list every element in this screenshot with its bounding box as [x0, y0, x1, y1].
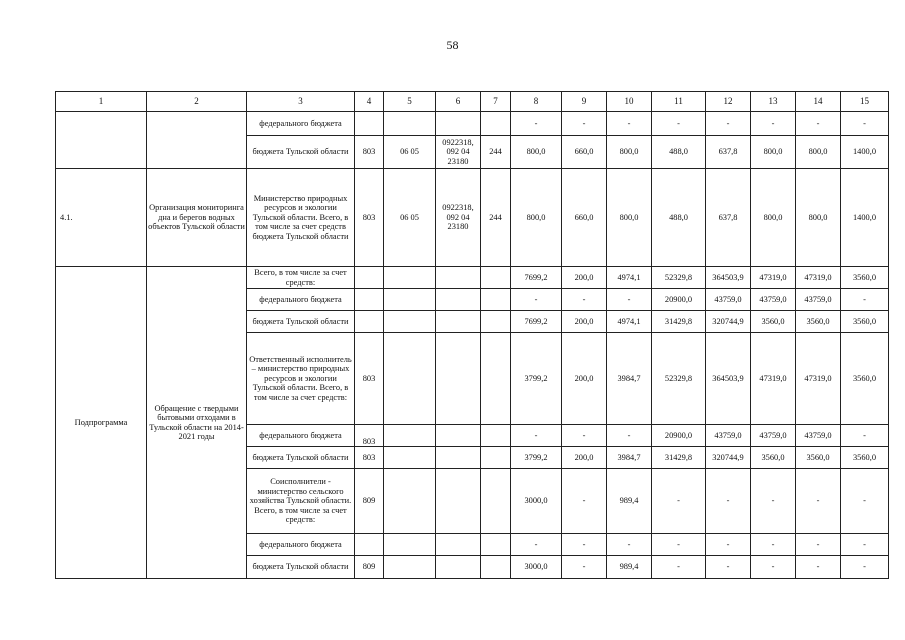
cell-rz [384, 469, 436, 534]
value-cell: 3560,0 [841, 311, 889, 333]
value-cell: - [652, 534, 706, 556]
value-cell: - [562, 425, 607, 447]
cell-source: Всего, в том числе за счет средств: [247, 267, 355, 289]
value-cell: 3799,2 [511, 333, 562, 425]
value-cell: 200,0 [562, 267, 607, 289]
value-cell: 20900,0 [652, 289, 706, 311]
value-cell: 43759,0 [706, 289, 751, 311]
value-cell: - [511, 534, 562, 556]
cell-rz [384, 534, 436, 556]
value-cell: - [607, 289, 652, 311]
value-cell: - [841, 425, 889, 447]
cell-gr: 803 [355, 169, 384, 267]
value-cell: 800,0 [607, 136, 652, 169]
value-cell: - [511, 425, 562, 447]
value-cell: 47319,0 [796, 267, 841, 289]
cell-csr [436, 447, 481, 469]
cell-source: бюджета Тульской области [247, 311, 355, 333]
table-row [56, 169, 889, 267]
header-cell: 14 [796, 92, 841, 112]
value-cell: 3560,0 [841, 447, 889, 469]
value-cell: 320744,9 [706, 447, 751, 469]
cell-csr [436, 289, 481, 311]
cell-gr: 803 [355, 136, 384, 169]
value-cell: - [751, 534, 796, 556]
header-row [56, 92, 889, 112]
value-cell: 43759,0 [751, 289, 796, 311]
value-cell: 364503,9 [706, 333, 751, 425]
value-cell: 800,0 [511, 169, 562, 267]
value-cell: 7699,2 [511, 267, 562, 289]
cell-gr: 803 [355, 425, 384, 447]
value-cell: 320744,9 [706, 311, 751, 333]
cell-col2 [147, 112, 247, 169]
value-cell: 200,0 [562, 311, 607, 333]
cell-vr [481, 311, 511, 333]
value-cell: - [562, 534, 607, 556]
cell-source: федерального бюджета [247, 425, 355, 447]
value-cell: - [652, 556, 706, 579]
value-cell: 43759,0 [796, 425, 841, 447]
value-cell: 800,0 [751, 136, 796, 169]
cell-gr [355, 289, 384, 311]
cell-csr [436, 556, 481, 579]
value-cell: 3560,0 [841, 333, 889, 425]
cell-subprogram: Подпрограмма [56, 267, 147, 579]
cell-vr [481, 333, 511, 425]
cell-gr: 803 [355, 447, 384, 469]
value-cell: 200,0 [562, 333, 607, 425]
cell-source: бюджета Тульской области [247, 447, 355, 469]
cell-vr: 244 [481, 136, 511, 169]
value-cell: 7699,2 [511, 311, 562, 333]
value-cell: 3560,0 [751, 311, 796, 333]
cell-source: бюджета Тульской области [247, 136, 355, 169]
header-cell: 11 [652, 92, 706, 112]
value-cell: - [706, 112, 751, 136]
cell-source: федерального бюджета [247, 289, 355, 311]
value-cell: - [562, 289, 607, 311]
header-cell: 12 [706, 92, 751, 112]
value-cell: 660,0 [562, 136, 607, 169]
value-cell: - [706, 534, 751, 556]
value-cell: 43759,0 [706, 425, 751, 447]
header-cell: 6 [436, 92, 481, 112]
cell-vr [481, 289, 511, 311]
cell-vr [481, 469, 511, 534]
cell-gr: 803 [355, 333, 384, 425]
header-cell: 7 [481, 92, 511, 112]
header-cell: 8 [511, 92, 562, 112]
cell-csr: 0922318, 092 04 23180 [436, 136, 481, 169]
cell-rz [384, 112, 436, 136]
value-cell: 1400,0 [841, 136, 889, 169]
value-cell: - [841, 289, 889, 311]
value-cell: 3560,0 [751, 447, 796, 469]
value-cell: 488,0 [652, 136, 706, 169]
cell-source: федерального бюджета [247, 534, 355, 556]
value-cell: 3560,0 [796, 447, 841, 469]
cell-csr [436, 311, 481, 333]
value-cell: 43759,0 [751, 425, 796, 447]
value-cell: - [511, 112, 562, 136]
value-cell: - [796, 556, 841, 579]
value-cell: - [751, 469, 796, 534]
value-cell: 3560,0 [796, 311, 841, 333]
value-cell: - [706, 556, 751, 579]
value-cell: 800,0 [796, 169, 841, 267]
value-cell: - [841, 534, 889, 556]
header-cell: 13 [751, 92, 796, 112]
value-cell: 989,4 [607, 469, 652, 534]
value-cell: 47319,0 [751, 267, 796, 289]
value-cell: 3984,7 [607, 333, 652, 425]
value-cell: - [562, 112, 607, 136]
value-cell: 52329,8 [652, 333, 706, 425]
cell-csr [436, 469, 481, 534]
cell-rz [384, 425, 436, 447]
cell-csr [436, 425, 481, 447]
cell-rz: 06 05 [384, 169, 436, 267]
value-cell: 660,0 [562, 169, 607, 267]
value-cell: - [796, 534, 841, 556]
value-cell: 3799,2 [511, 447, 562, 469]
cell-rz [384, 556, 436, 579]
cell-csr [436, 267, 481, 289]
cell-vr [481, 556, 511, 579]
value-cell: - [562, 556, 607, 579]
cell-csr: 0922318, 092 04 23180 [436, 169, 481, 267]
value-cell: 364503,9 [706, 267, 751, 289]
cell-rz [384, 311, 436, 333]
cell-gr: 809 [355, 469, 384, 534]
cell-csr [436, 534, 481, 556]
cell-gr [355, 267, 384, 289]
cell-vr [481, 112, 511, 136]
value-cell: 47319,0 [751, 333, 796, 425]
value-cell: 31429,8 [652, 447, 706, 469]
cell-vr: 244 [481, 169, 511, 267]
cell-vr [481, 534, 511, 556]
header-cell: 5 [384, 92, 436, 112]
value-cell: 31429,8 [652, 311, 706, 333]
cell-col1 [56, 112, 147, 169]
value-cell: 3000,0 [511, 469, 562, 534]
value-cell: - [841, 112, 889, 136]
value-cell: - [751, 556, 796, 579]
cell-vr [481, 267, 511, 289]
cell-gr: 809 [355, 556, 384, 579]
cell-gr [355, 534, 384, 556]
table-row [56, 267, 889, 289]
cell-rz: 06 05 [384, 136, 436, 169]
value-cell: 52329,8 [652, 267, 706, 289]
value-cell: 637,8 [706, 169, 751, 267]
value-cell: 800,0 [511, 136, 562, 169]
value-cell: - [841, 556, 889, 579]
cell-gr [355, 311, 384, 333]
header-cell: 1 [56, 92, 147, 112]
value-cell: - [652, 469, 706, 534]
cell-gr [355, 112, 384, 136]
header-cell: 4 [355, 92, 384, 112]
header-cell: 15 [841, 92, 889, 112]
cell-item-number: 4.1. [56, 169, 147, 267]
cell-activity: Организация мониторинга дна и берегов водных объектов Тульской области [147, 169, 247, 267]
value-cell: 637,8 [706, 136, 751, 169]
cell-source: Министерство природных ресурсов и экологии Тульской области. Всего, в том числе за счет средств бюджета Тульской области [247, 169, 355, 267]
value-cell: 43759,0 [796, 289, 841, 311]
value-cell: - [511, 289, 562, 311]
cell-rz [384, 333, 436, 425]
value-cell: 47319,0 [796, 333, 841, 425]
value-cell: - [607, 425, 652, 447]
value-cell: - [562, 469, 607, 534]
cell-source: федерального бюджета [247, 112, 355, 136]
cell-csr [436, 112, 481, 136]
cell-source: Ответственный исполнитель – министерство природных ресурсов и экологии Тульской области. Всего, в том числе за счет средств: [247, 333, 355, 425]
page-number: 58 [446, 38, 459, 52]
value-cell: 800,0 [796, 136, 841, 169]
value-cell: - [796, 112, 841, 136]
cell-subprogram-title: Обращение с твердыми бытовыми отходами в Тульской области на 2014-2021 годы [147, 267, 247, 579]
cell-vr [481, 447, 511, 469]
value-cell: - [751, 112, 796, 136]
cell-rz [384, 267, 436, 289]
cell-csr [436, 333, 481, 425]
value-cell: 800,0 [751, 169, 796, 267]
header-cell: 3 [247, 92, 355, 112]
value-cell: 200,0 [562, 447, 607, 469]
value-cell: - [796, 469, 841, 534]
value-cell: - [706, 469, 751, 534]
budget-table [55, 91, 889, 579]
cell-vr [481, 425, 511, 447]
header-cell: 2 [147, 92, 247, 112]
value-cell: 20900,0 [652, 425, 706, 447]
value-cell: 800,0 [607, 169, 652, 267]
header-cell: 9 [562, 92, 607, 112]
table-row [56, 112, 889, 136]
header-cell: 10 [607, 92, 652, 112]
value-cell: 488,0 [652, 169, 706, 267]
value-cell: - [652, 112, 706, 136]
value-cell: 989,4 [607, 556, 652, 579]
cell-rz [384, 447, 436, 469]
cell-source: бюджета Тульской области [247, 556, 355, 579]
value-cell: 3560,0 [841, 267, 889, 289]
value-cell: - [607, 112, 652, 136]
value-cell: 1400,0 [841, 169, 889, 267]
cell-rz [384, 289, 436, 311]
value-cell: - [841, 469, 889, 534]
cell-source: Соисполнители - министерство сельского хозяйства Тульской области. Всего, в том числе за счет средств: [247, 469, 355, 534]
value-cell: 4974,1 [607, 267, 652, 289]
value-cell: - [607, 534, 652, 556]
value-cell: 4974,1 [607, 311, 652, 333]
value-cell: 3000,0 [511, 556, 562, 579]
value-cell: 3984,7 [607, 447, 652, 469]
